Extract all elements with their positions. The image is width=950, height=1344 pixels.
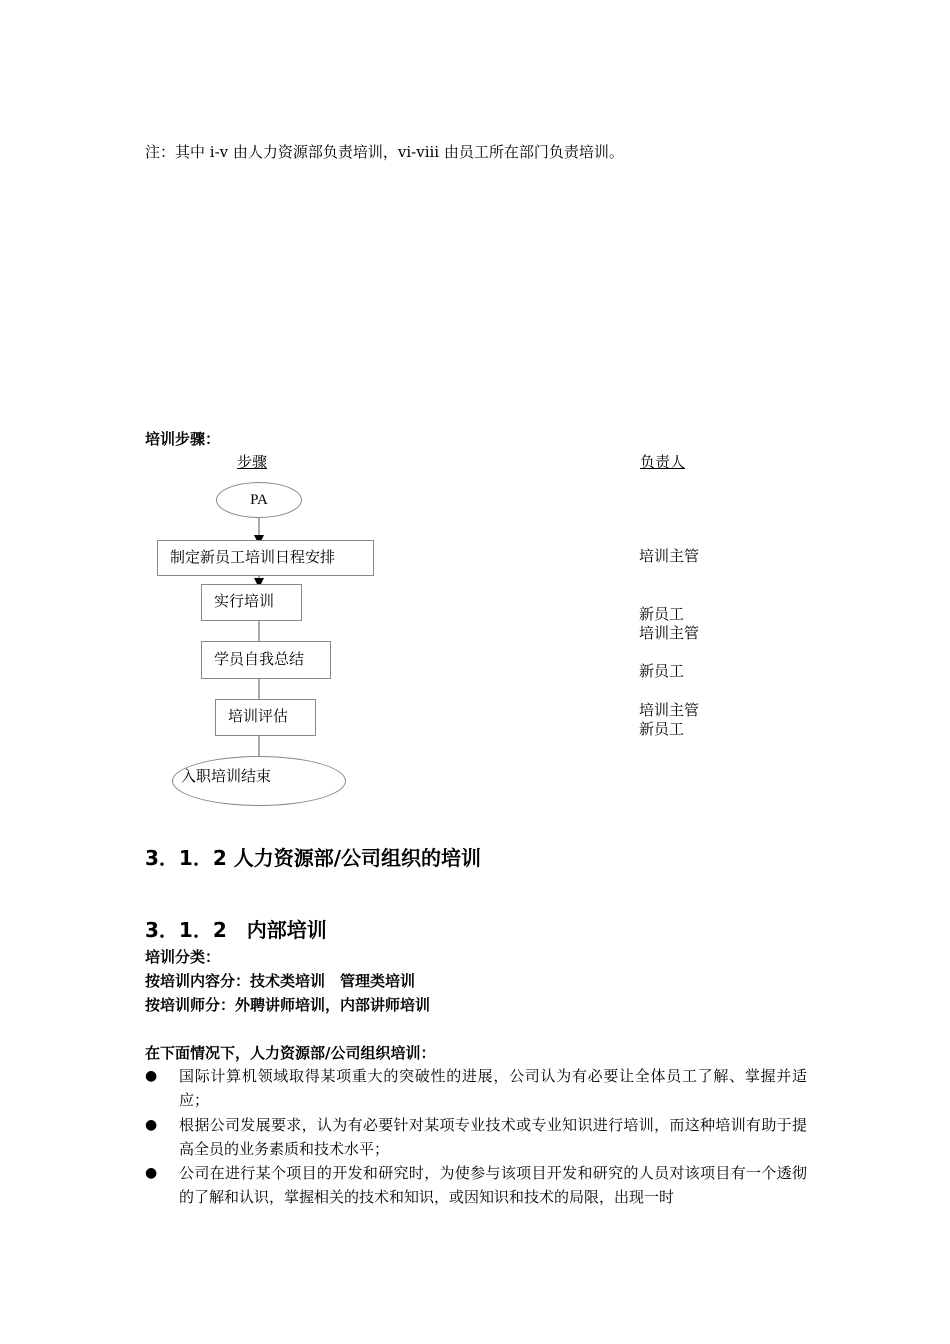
step-schedule-label: 制定新员工培训日程安排: [170, 548, 336, 566]
end-node: [172, 756, 346, 806]
step-evaluation-label: 培训评估: [228, 707, 289, 725]
responsible-step3: 新员工: [639, 662, 685, 680]
start-node: [216, 482, 302, 518]
note-text: 注：其中 i-v 由人力资源部负责培训，vi-viii 由员工所在部门负责培训。: [145, 143, 624, 161]
bullet-icon: ●: [145, 1117, 158, 1133]
bullet-icon: ●: [145, 1068, 158, 1084]
step-schedule-box: [157, 540, 374, 576]
list-item-text: 国际计算机领域取得某项重大的突破性的进展，公司认为有必要让全体员工了解、掌握并适应；: [179, 1067, 807, 1109]
list-item: [145, 1161, 807, 1209]
responsible-step1: 培训主管: [639, 547, 700, 565]
list-item: [145, 1113, 807, 1161]
classification-by-trainer: 按培训师分：外聘讲师培训，内部讲师培训: [145, 996, 431, 1014]
step-implement-label: 实行培训: [214, 592, 275, 610]
list-item-text: 根据公司发展要求，认为有必要针对某项专业技术或专业知识进行培训，而这种培训有助于提高全员的业务素质和技术水平；: [179, 1116, 807, 1158]
classification-by-content: 按培训内容分：技术类培训 管理类培训: [145, 972, 416, 990]
training-steps-title: 培训步骤：: [145, 430, 221, 448]
start-node-label: PA: [250, 492, 268, 508]
responsible-step4-b: 新员工: [639, 720, 685, 738]
responsible-step4-a: 培训主管: [639, 701, 700, 719]
end-node-label: 入职培训结束: [181, 767, 272, 785]
responsible-step2-b: 培训主管: [639, 624, 700, 642]
step-implement-box: [201, 584, 302, 621]
step-summary-label: 学员自我总结: [214, 650, 305, 668]
step-evaluation-box: [215, 699, 316, 736]
responsible-column-header: 负责人: [640, 453, 686, 471]
classification-title: 培训分类：: [145, 948, 221, 966]
bullet-icon: ●: [145, 1165, 158, 1181]
section-heading-internal-training: 3．1．2 内部培训: [145, 918, 327, 942]
conditions-title: 在下面情况下，人力资源部/公司组织培训：: [145, 1044, 436, 1062]
step-column-header: 步骤: [237, 453, 268, 471]
list-item-text: 公司在进行某个项目的开发和研究时，为使参与该项目开发和研究的人员对该项目有一个透彻的了解和认识，掌握相关的技术和知识，或因知识和技术的局限，出现一时: [179, 1164, 807, 1206]
responsible-step2-a: 新员工: [639, 605, 685, 623]
step-summary-box: [201, 641, 331, 679]
list-item: [145, 1064, 807, 1112]
section-heading-hr-training: 3．1．2 人力资源部/公司组织的培训: [145, 846, 482, 870]
